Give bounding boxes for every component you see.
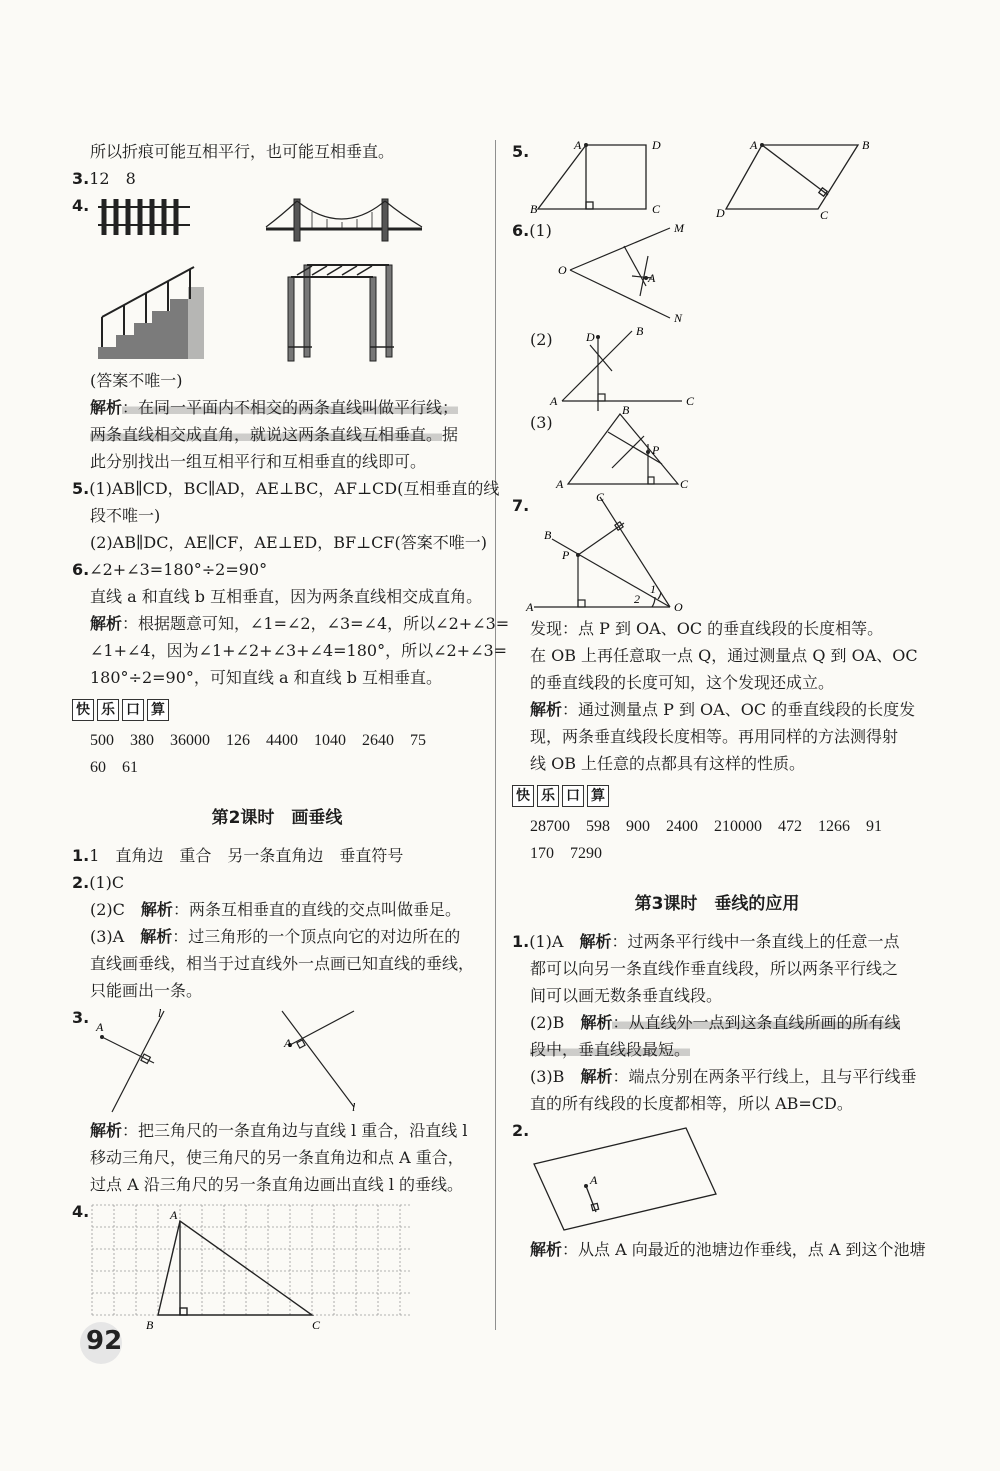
point-label: N	[674, 311, 683, 325]
analysis-text: 过点 A 沿三角尺的另一条直角边画出直线 l 的垂线。	[90, 1175, 464, 1194]
analysis-label: 解析	[530, 700, 563, 719]
sub-label: (1)	[529, 221, 552, 240]
question-number: 4.	[72, 196, 90, 215]
line-label: l	[352, 1100, 356, 1114]
analysis-text: 此分别找出一组互相平行和互相垂直的线即可。	[90, 452, 427, 471]
q7-angle-bisector-figure	[512, 490, 922, 615]
question-number: 5.	[512, 142, 530, 161]
analysis-label: 解析	[140, 900, 173, 919]
point-label: B	[146, 1318, 154, 1332]
line-label: l	[158, 1006, 162, 1020]
analysis-text: ：过两条平行线中一条直线上的任意一点	[611, 932, 900, 951]
analysis-text: 线 OB 上任意的点都具有这样的性质。	[530, 754, 806, 773]
analysis-text: ：过三角形的一个顶点向它的对边所在的	[172, 927, 461, 946]
point-label: A	[648, 271, 656, 285]
analysis-text: ：把三角尺的一条直角边与直线 l 重合，沿直线 l	[122, 1121, 468, 1140]
analysis-label: 解析	[580, 1013, 613, 1032]
mental-math-answers: 170 7290	[530, 845, 603, 862]
angle-label: 1	[650, 582, 656, 596]
q6-1-angle-figure	[512, 221, 922, 326]
point-label: C	[686, 394, 695, 408]
analysis-text: 现，两条垂直线段长度相等。再用同样的方法测得射	[530, 727, 899, 746]
question-number: 1.	[72, 846, 90, 865]
point-label: B	[544, 528, 552, 542]
bridge-figure	[266, 199, 422, 241]
question-number: 2.	[72, 873, 90, 892]
answer-text: (1)AB∥CD，BC∥AD，AE⊥BC，AF⊥CD(互相垂直的线	[89, 479, 500, 498]
q5-parallelograms	[512, 138, 922, 222]
analysis-text: ：端点分别在两条平行线上，且与平行线垂	[612, 1067, 917, 1086]
sub-label: (3)	[530, 413, 553, 432]
point-label: A	[590, 1173, 598, 1187]
answer-text: 发现：点 P 到 OA、OC 的垂直线段的长度相等。	[530, 619, 884, 638]
sub-label: (2)	[530, 330, 553, 349]
question-number: 6.	[72, 560, 90, 579]
text-line: 所以折痕可能互相平行，也可能互相垂直。	[90, 142, 395, 161]
section-title: 第3课时 垂线的应用	[634, 894, 800, 914]
point-label: C	[312, 1318, 321, 1332]
angle-label: 2	[634, 592, 640, 606]
analysis-text: ：通过测量点 P 到 OA、OC 的垂直线段的长度发	[562, 700, 916, 719]
point-label: A	[556, 477, 564, 491]
stairs-figure	[98, 267, 204, 359]
pond-figure	[512, 1124, 922, 1236]
question-number: 3.	[72, 1008, 90, 1027]
analysis-label: 解析	[530, 1240, 563, 1259]
mental-math-answers: 60 61	[90, 759, 139, 776]
monkey-bars-figure	[288, 265, 394, 361]
analysis-label: 解析	[140, 927, 173, 946]
page-number: 92	[86, 1326, 123, 1356]
question-number: 5.	[72, 479, 90, 498]
point-label: A	[574, 138, 582, 152]
q6-2-angle-figure	[512, 324, 922, 409]
q6-3-triangle-figure	[512, 403, 922, 492]
question-number: 7.	[512, 496, 530, 515]
point-label: O	[558, 263, 567, 277]
answer-text: 直线 a 和直线 b 互相垂直，因为两条直线相交成直角。	[90, 587, 483, 606]
question-number: 2.	[512, 1121, 530, 1140]
analysis-text: 据	[442, 425, 459, 444]
column-divider	[495, 140, 496, 1330]
point-label: C	[596, 490, 605, 504]
note: (答案不唯一)	[90, 371, 183, 390]
point-label: A	[284, 1036, 292, 1050]
point-label: A	[96, 1020, 104, 1034]
analysis-text: ：从点 A 向最近的池塘边作垂线，点 A 到这个池塘	[562, 1240, 926, 1259]
analysis-text: 间可以画无数条垂直线段。	[530, 986, 723, 1005]
mental-math-badge: 快 乐 口 算	[72, 699, 482, 721]
point-label: D	[586, 330, 595, 344]
analysis-label: 解析	[90, 614, 123, 633]
analysis-text: 都可以向另一条直线作垂直线段，所以两条平行线之	[530, 959, 899, 978]
analysis-label: 解析	[90, 1121, 123, 1140]
analysis-text: ：两条互相垂直的直线的交点叫做垂足。	[172, 900, 461, 919]
answer-text: 段不唯一)	[90, 506, 161, 525]
point-label: B	[636, 324, 644, 338]
analysis-label: 解析	[580, 1067, 613, 1086]
point-label: A	[750, 138, 758, 152]
analysis-text: 180°÷2=90°，可知直线 a 和直线 b 互相垂直。	[90, 668, 443, 687]
answer-text: ∠2+∠3=180°÷2=90°	[89, 560, 268, 579]
analysis-text: ：从直线外一点到这条直线所画的所有线	[612, 1013, 901, 1032]
perpendicular-figures	[72, 1007, 482, 1117]
mental-math-answers: 28700 598 900 2400 210000 472 1266 91	[530, 818, 883, 835]
point-label: A	[170, 1208, 178, 1222]
point-label: B	[862, 138, 870, 152]
answer-text: (2)AB∥DC，AE∥CF，AE⊥ED，BF⊥CF(答案不唯一)	[90, 533, 487, 552]
analysis-text: 移动三角尺，使三角尺的另一条直角边和点 A 重合，	[90, 1148, 464, 1167]
analysis-text: ：根据题意可知，∠1=∠2，∠3=∠4，所以∠2+∠3=	[122, 614, 510, 633]
question-number: 1.	[512, 932, 530, 951]
question-number: 4.	[72, 1202, 90, 1221]
question-number: 6.	[512, 221, 530, 240]
point-label: B	[622, 403, 630, 417]
point-label: C	[680, 477, 689, 491]
analysis-text: ：在同一平面内不相交的两条直线叫做平行线；	[122, 398, 459, 417]
q4-figures	[72, 197, 482, 367]
analysis-label: 解析	[90, 398, 123, 417]
analysis-text: 只能画出一条。	[90, 981, 203, 1000]
analysis-text: 两条直线相交成直角，就说这两条直线互相垂直。	[90, 425, 443, 444]
analysis-text: 直的所有线段的长度都相等，所以 AB=CD。	[530, 1094, 853, 1113]
analysis-text: ∠1+∠4，因为∠1+∠2+∠3+∠4=180°，所以∠2+∠3=	[90, 641, 508, 660]
point-label: P	[652, 443, 660, 457]
point-label: O	[674, 600, 683, 614]
point-label: C	[652, 202, 661, 216]
analysis-label: 解析	[579, 932, 612, 951]
analysis-text: 直线画垂线，相当于过直线外一点画已知直线的垂线，	[90, 954, 475, 973]
point-label: D	[716, 206, 725, 220]
answer-text: 1 直角边 重合 另一条直角边 垂直符号	[89, 846, 404, 865]
point-label: D	[652, 138, 661, 152]
mental-math-badge: 快 乐 口 算	[512, 785, 922, 807]
point-label: M	[674, 221, 684, 235]
mental-math-answers: 500 380 36000 126 4400 1040 2640 75	[90, 732, 427, 749]
point-label: C	[820, 208, 829, 222]
point-label: A	[526, 600, 534, 614]
analysis-text: 段中，垂直线段最短。	[530, 1040, 691, 1059]
answer-text: 的垂直线段的长度可知，这个发现还成立。	[530, 673, 835, 692]
section-title: 第2课时 画垂线	[211, 808, 343, 828]
right-column: 5. A D B C A B D C 6.(1) O M N A (2) D B A C (3) A B C P 7. C B P A O 1 2 发现：点 P 到 OA、OC 的垂直线段的长度相等。 在 OB 上再任意取一点 Q，通过测量点 Q 到 OA、OC 的垂直线段的长度可知，这个发现还成立。 解析：通过测量点 P 到 OA、OC 的垂直线段的长度发 现，两条垂直线段长度相等。再用同样的方法测得射 线 OB 上任意的点都具有这样的性质。 快 乐 口 算 28700 598 900 2400 210000 472 1266 91 170 7290 第3课时 垂线的应用 1.(1)A 解析：过两条平行线中一条直线上的任意一点 都可以向另一条直线作垂直线段，所以两条平行线之 间可以画无数条垂直线段。 (2)B 解析：从直线外一点到这条直线所画的所有线 段中，垂直线段最短。 (3)B 解析：端点分别在两条平行线上，且与平行线垂 直的所有线段的长度都相等，所以 AB=CD。 2. A 解析：从点 A 向最近的池塘边作垂线，点 A 到这个池塘	[512, 138, 926, 1259]
point-label: A	[550, 394, 558, 408]
answer-text: 12 8	[89, 169, 136, 188]
answer-text: 在 OB 上再任意取一点 Q，通过测量点 Q 到 OA、OC	[530, 646, 918, 665]
railway-figure	[98, 199, 190, 235]
grid-triangle-figure	[72, 1201, 482, 1336]
left-column: 所以折痕可能互相平行，也可能互相垂直。 3.12 8 4. (答案不唯一) 解析：在同一平面内不相交的两条直线叫做平行线； 两条直线相交成直角，就说这两条直线互相垂直。据 此分别找出一组互相平行和互相垂直的线即可。 5.(1)AB∥CD，BC∥AD，AE⊥BC，AF⊥CD(互相垂直的线 段不唯一) (2)AB∥DC，AE∥CF，AE⊥ED，BF⊥CF(答案不唯一) 6.∠2+∠3=180°÷2=90° 直线 a 和直线 b 互相垂直，因为两条直线相交成直角。 解析：根据题意可知，∠1=∠2，∠3=∠4，所以∠2+∠3= ∠1+∠4，因为∠1+∠2+∠3+∠4=180°，所以∠2+∠3= 180°÷2=90°，可知直线 a 和直线 b 互相垂直。 快 乐 口 算 500 380 36000 126 4400 1040 2640 75 60 61 第2课时 画垂线 1.1 直角边 重合 另一条直角边 垂直符号 2.(1)C (2)C 解析：两条互相垂直的直线的交点叫做垂足。 (3)A 解析：过三角形的一个顶点向它的对边所在的 直线画垂线，相当于过直线外一点画已知直线的垂线， 只能画出一条。 3. A l A l 解析：把三角尺的一条直角边与直线 l 重合，沿直线 l 移动三角尺，使三角尺的另一条直角边和点 A 重合， 过点 A 沿三角尺的另一条直角边画出直线 l 的垂线。 4. A B C	[72, 138, 482, 1336]
answer-text: (1)C	[89, 873, 125, 892]
question-number: 3.	[72, 169, 90, 188]
point-label: B	[530, 202, 538, 216]
point-label: P	[562, 548, 570, 562]
